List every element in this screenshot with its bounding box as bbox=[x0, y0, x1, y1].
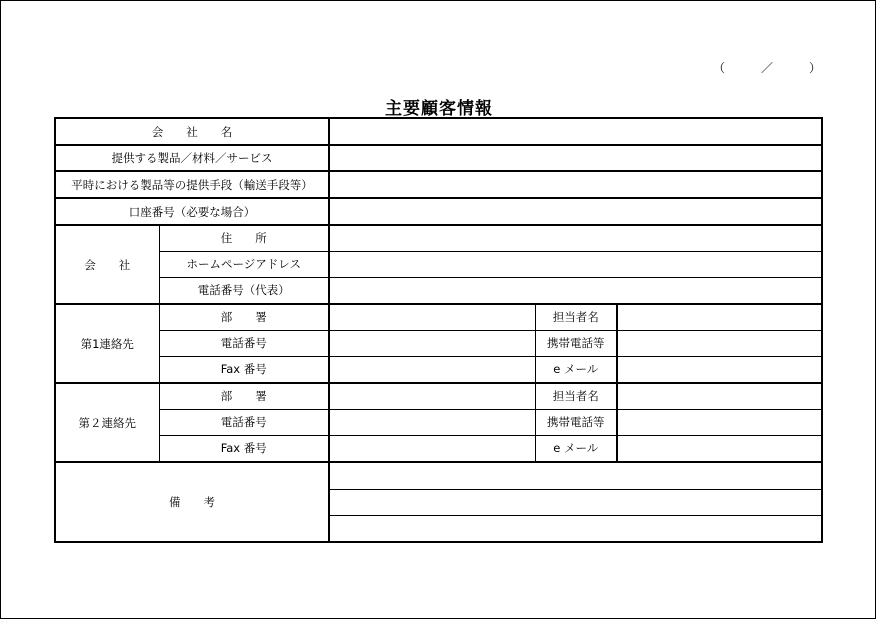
contact1-person-value[interactable] bbox=[617, 304, 822, 330]
page-title: 主要顧客情報 bbox=[385, 99, 493, 119]
contact2-fax-label: Fax 番号 bbox=[159, 435, 329, 462]
contact2-group-label: 第２連絡先 bbox=[55, 383, 159, 462]
remarks-line-2[interactable] bbox=[329, 489, 822, 515]
contact1-phone-label: 電話番号 bbox=[159, 330, 329, 356]
contact2-phone-label: 電話番号 bbox=[159, 409, 329, 435]
contact2-dept-value[interactable] bbox=[329, 383, 535, 409]
contact1-fax-label: Fax 番号 bbox=[159, 356, 329, 383]
address-label: 住 所 bbox=[159, 225, 329, 251]
contact2-mobile-label: 携帯電話等 bbox=[535, 409, 617, 435]
contact1-email-label: e メール bbox=[535, 356, 617, 383]
contact1-fax-value[interactable] bbox=[329, 356, 535, 383]
products-label: 提供する製品／材料／サービス bbox=[55, 145, 329, 171]
bank-account-value[interactable] bbox=[329, 198, 822, 225]
customer-info-table bbox=[54, 117, 823, 543]
date-field[interactable]: （ ／ ） bbox=[713, 61, 822, 75]
company-name-value[interactable] bbox=[329, 118, 822, 145]
contact2-dept-label: 部 署 bbox=[159, 383, 329, 409]
bank-account-label: 口座番号（必要な場合） bbox=[55, 198, 329, 225]
company-name-label: 会 社 名 bbox=[55, 118, 329, 145]
contact1-dept-label: 部 署 bbox=[159, 304, 329, 330]
contact2-mobile-value[interactable] bbox=[617, 409, 822, 435]
homepage-value[interactable] bbox=[329, 251, 822, 277]
contact1-dept-value[interactable] bbox=[329, 304, 535, 330]
contact1-mobile-value[interactable] bbox=[617, 330, 822, 356]
contact1-email-value[interactable] bbox=[617, 356, 822, 383]
contact1-person-label: 担当者名 bbox=[535, 304, 617, 330]
remarks-label: 備 考 bbox=[55, 462, 329, 542]
contact1-group-label: 第1連絡先 bbox=[55, 304, 159, 383]
contact1-phone-value[interactable] bbox=[329, 330, 535, 356]
contact2-fax-value[interactable] bbox=[329, 435, 535, 462]
contact2-phone-value[interactable] bbox=[329, 409, 535, 435]
main-phone-value[interactable] bbox=[329, 277, 822, 304]
delivery-label: 平時における製品等の提供手段（輸送手段等） bbox=[55, 171, 329, 198]
company-group-label: 会 社 bbox=[55, 225, 159, 304]
contact2-person-value[interactable] bbox=[617, 383, 822, 409]
contact2-person-label: 担当者名 bbox=[535, 383, 617, 409]
homepage-label: ホームページアドレス bbox=[159, 251, 329, 277]
remarks-line-3[interactable] bbox=[329, 515, 822, 542]
contact1-mobile-label: 携帯電話等 bbox=[535, 330, 617, 356]
contact2-email-value[interactable] bbox=[617, 435, 822, 462]
remarks-line-1[interactable] bbox=[329, 462, 822, 489]
contact2-email-label: e メール bbox=[535, 435, 617, 462]
main-phone-label: 電話番号（代表） bbox=[159, 277, 329, 304]
delivery-value[interactable] bbox=[329, 171, 822, 198]
address-value[interactable] bbox=[329, 225, 822, 251]
products-value[interactable] bbox=[329, 145, 822, 171]
